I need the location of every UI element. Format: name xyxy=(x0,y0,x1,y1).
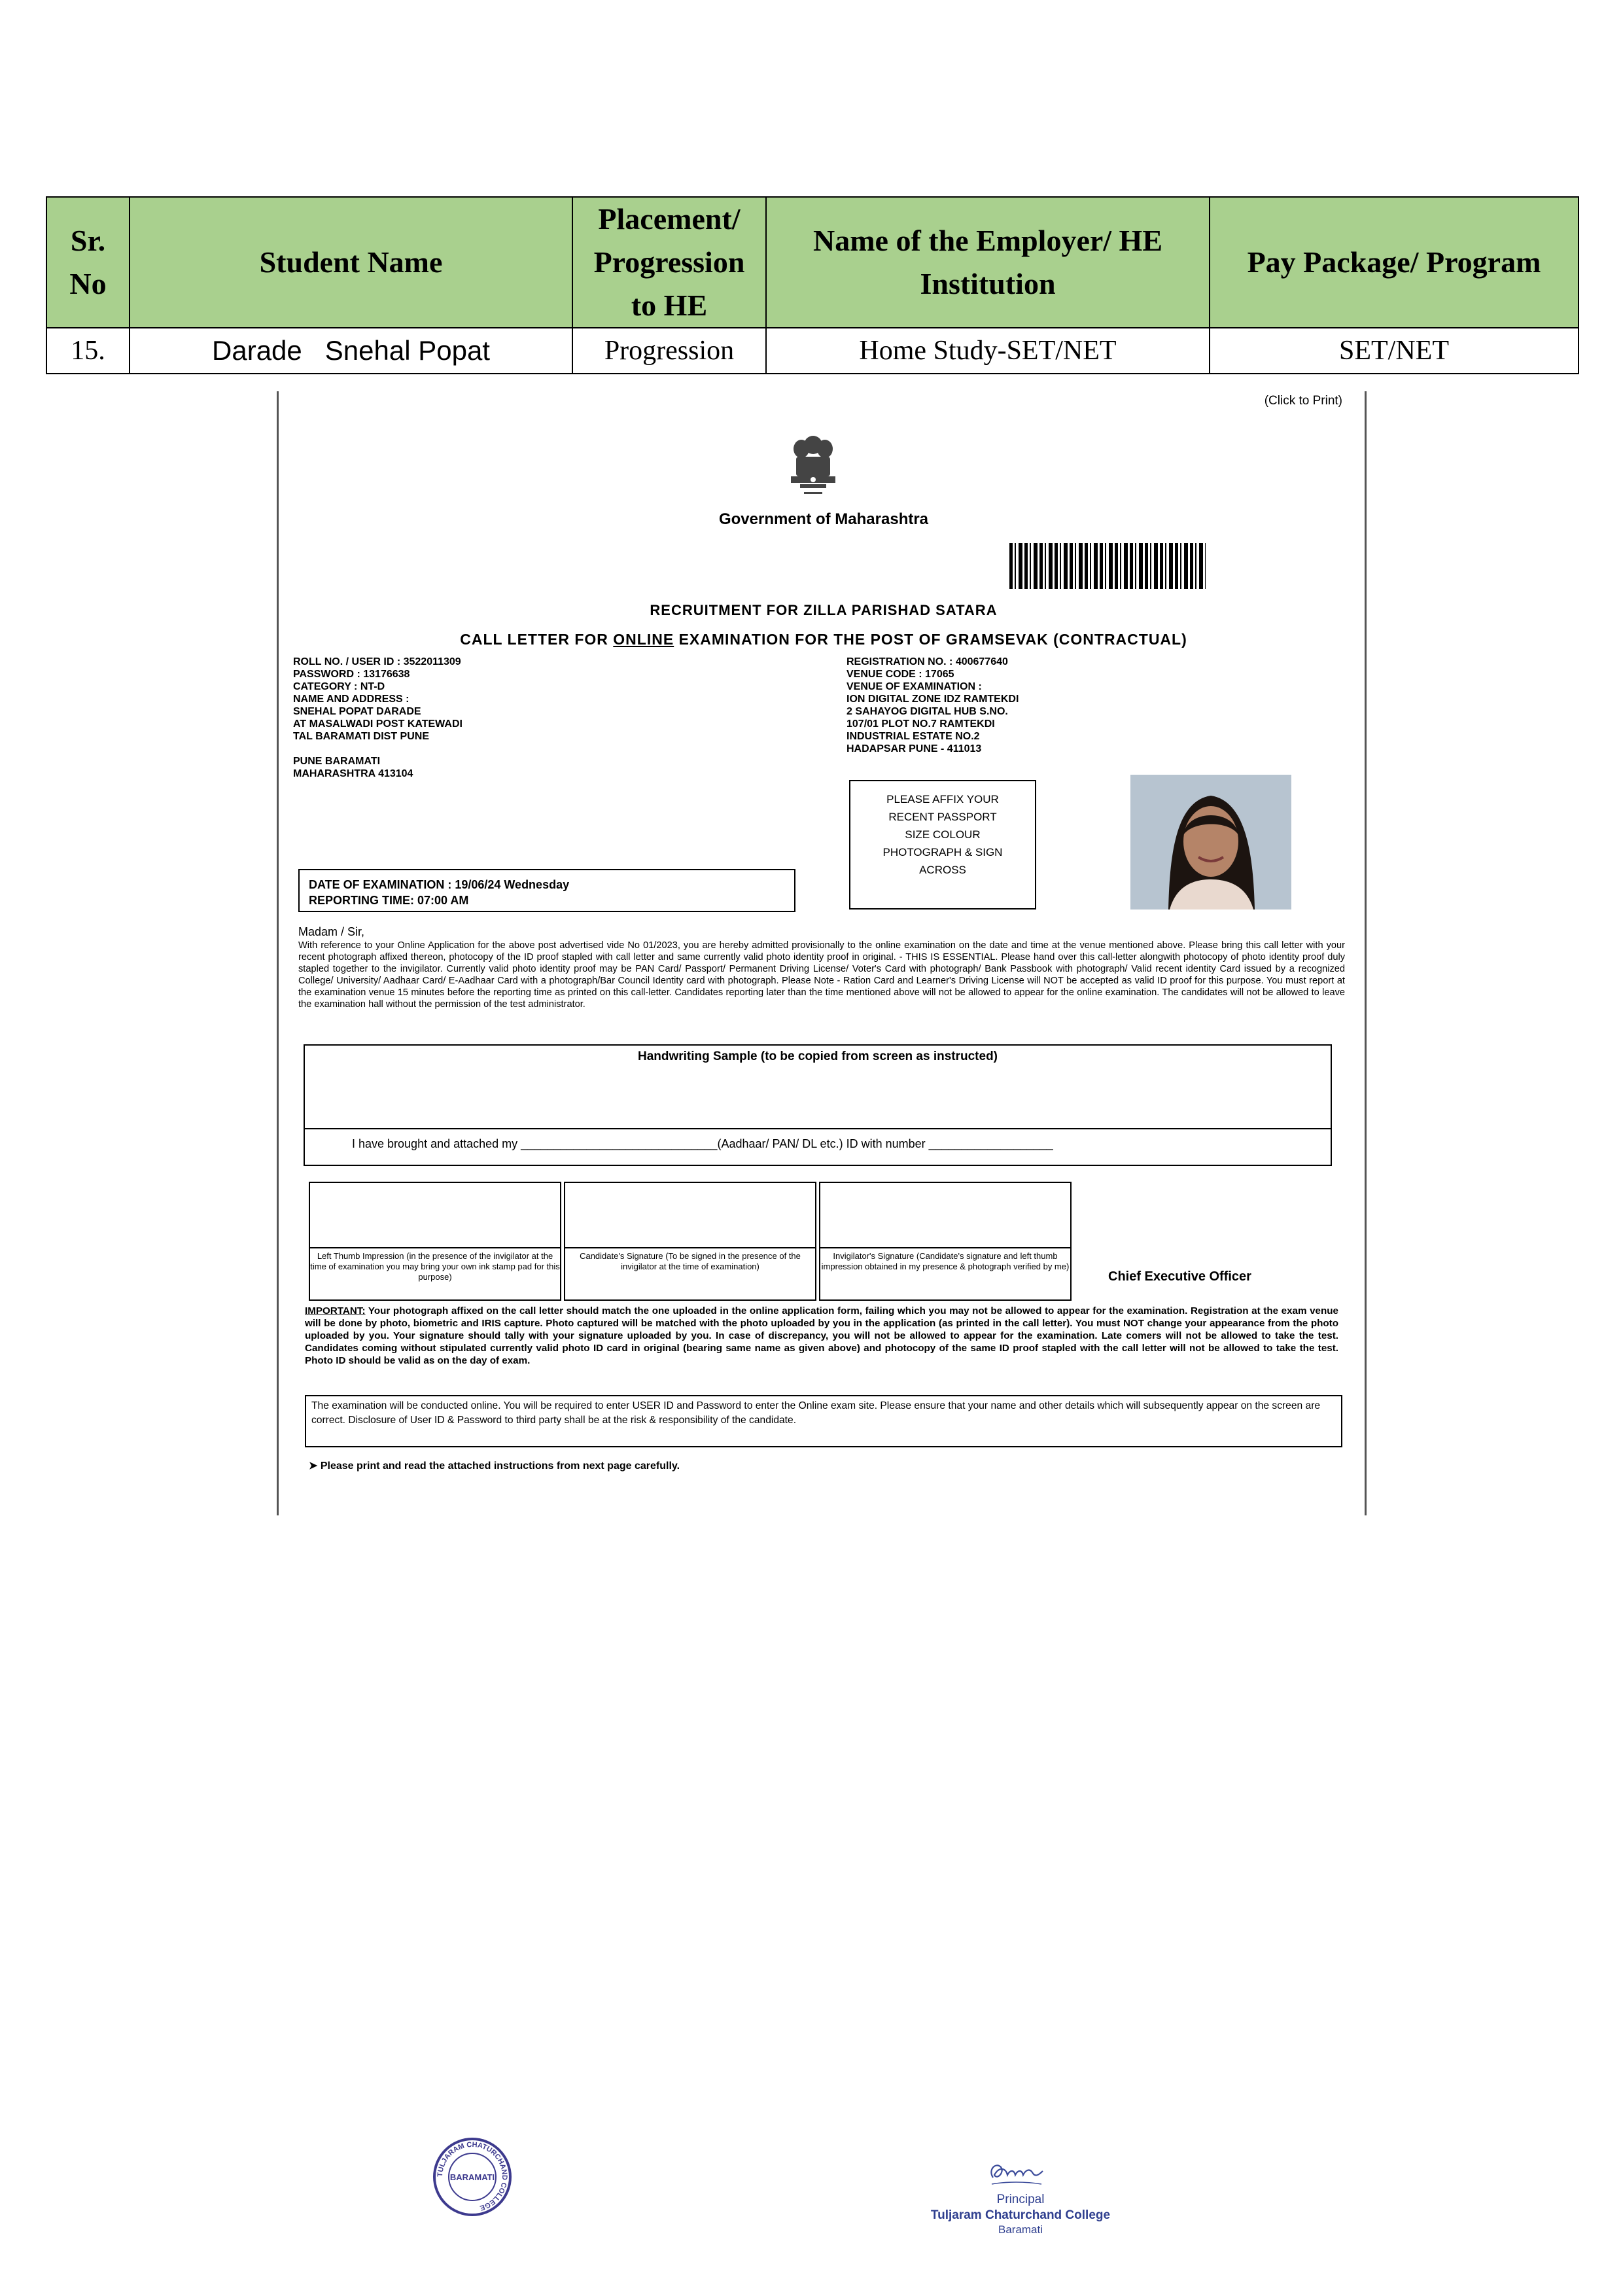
address-line: TAL BARAMATI DIST PUNE xyxy=(293,731,429,742)
candidate-details xyxy=(293,656,462,780)
invigilator-signature-box xyxy=(819,1182,1072,1301)
category: CATEGORY : NT-D xyxy=(293,681,385,692)
call-letter-title xyxy=(279,631,1369,648)
chief-executive-officer: Chief Executive Officer xyxy=(1108,1269,1251,1284)
call-letter-title-online: ONLINE xyxy=(613,631,674,648)
college-name: Tuljaram Chaturchand College xyxy=(930,2208,1111,2222)
address-line: AT MASALWADI POST KATEWADI xyxy=(293,718,462,730)
password: PASSWORD : 13176638 xyxy=(293,669,410,680)
header-pay-package: Pay Package/ Program xyxy=(1210,197,1579,328)
affix-line: RECENT PASSPORT xyxy=(888,811,997,823)
print-instructions-note xyxy=(309,1459,680,1472)
print-note-text: Please print and read the attached instructions from next page carefully. xyxy=(320,1460,680,1472)
principal-signature xyxy=(986,2158,1045,2191)
cell-student-name: Darade Snehal Popat xyxy=(130,328,572,374)
recruitment-title: RECRUITMENT FOR ZILLA PARISHAD SATARA xyxy=(650,602,998,618)
seal-ring-text: TULJARAM CHATURCHAND COLLEGE xyxy=(436,2140,509,2212)
exam-date: DATE OF EXAMINATION : 19/06/24 Wednesday xyxy=(309,878,570,891)
venue-line: 2 SAHAYOG DIGITAL HUB S.NO. xyxy=(846,706,1008,717)
progression-table xyxy=(46,196,1579,374)
cell-sr-no: 15. xyxy=(46,328,130,374)
barcode-icon xyxy=(1009,543,1206,589)
roll-no: ROLL NO. / USER ID : 3522011309 xyxy=(293,656,461,667)
arrow-icon: ➤ xyxy=(309,1460,321,1472)
candidate-signature-box xyxy=(564,1182,816,1301)
call-letter-title-pre: CALL LETTER FOR xyxy=(460,631,614,648)
college-city: Baramati xyxy=(998,2223,1043,2236)
venue-line: HADAPSAR PUNE - 411013 xyxy=(846,743,982,754)
venue-details xyxy=(846,656,1019,755)
registration-no: REGISTRATION NO. : 400677640 xyxy=(846,656,1008,667)
id-declaration: I have brought and attached my ______________________________(Aadhaar/ PAN/ DL etc.) ID with number ___________________ xyxy=(304,1129,1332,1166)
affix-line: SIZE COLOUR xyxy=(905,828,981,841)
address-line: MAHARASHTRA 413104 xyxy=(293,768,413,779)
table-row xyxy=(46,328,1579,374)
header-sr-no: Sr. No xyxy=(46,197,130,328)
exam-date-box xyxy=(298,869,795,912)
affix-line: ACROSS xyxy=(919,864,966,876)
important-label: IMPORTANT: xyxy=(305,1305,366,1316)
affix-line: PHOTOGRAPH & SIGN xyxy=(882,846,1003,858)
header-placement: Placement/ Progression to HE xyxy=(572,197,766,328)
cell-placement: Progression xyxy=(572,328,766,374)
important-text: Your photograph affixed on the call letter should match the one uploaded in the online application form, failing which you may not be allowed to appear for the examination. Registration at the exam venue will be done by photo, biometric and IRIS capture. Photo captured will be matched with the photo uploaded by you in the application (as printed in the call letter). You must NOT change your appearance from the photo uploaded by you. Your signature should tally with your signature uploaded by you. In case of discrepancy, you will not be allowed to appear for the examination. Late comers will not be allowed to take the test. Candidates coming without stipulated currently valid photo ID card in original (bearing same name as given above) and photocopy of the same ID proof stapled with the call letter will not be allowed to take the test. Photo ID should be valid as on the day of exam. xyxy=(305,1305,1338,1366)
call-letter xyxy=(277,391,1367,1515)
header-student-name: Student Name xyxy=(130,197,572,328)
principal-label: Principal xyxy=(996,2193,1045,2206)
address-line: PUNE BARAMATI xyxy=(293,756,381,767)
left-thumb-caption: Left Thumb Impression (in the presence of the invigilator at the time of examination you may bring your own ink stamp pad for this purpose) xyxy=(310,1247,560,1299)
seal-center-text: BARAMATI xyxy=(449,2172,495,2182)
important-notice xyxy=(305,1305,1338,1367)
table-header-row xyxy=(46,197,1579,328)
cell-employer: Home Study-SET/NET xyxy=(766,328,1210,374)
venue-code: VENUE CODE : 17065 xyxy=(846,669,954,680)
reporting-time: REPORTING TIME: 07:00 AM xyxy=(309,894,469,907)
government-title: Government of Maharashtra xyxy=(718,510,929,528)
affix-photo-box xyxy=(849,780,1036,910)
address-line: SNEHAL POPAT DARADE xyxy=(293,706,421,717)
cell-pay-package: SET/NET xyxy=(1210,328,1579,374)
call-letter-title-post: EXAMINATION FOR THE POST OF GRAMSEVAK (CONTRACTUAL) xyxy=(674,631,1187,648)
state-emblem-icon xyxy=(774,427,852,505)
header-employer: Name of the Employer/ HE Institution xyxy=(766,197,1210,328)
venue-line: ION DIGITAL ZONE IDZ RAMTEKDI xyxy=(846,694,1019,705)
affix-line: PLEASE AFFIX YOUR xyxy=(886,793,999,805)
venue-label: VENUE OF EXAMINATION : xyxy=(846,681,982,692)
address-label: NAME AND ADDRESS : xyxy=(293,694,410,705)
venue-line: 107/01 PLOT NO.7 RAMTEKDI xyxy=(846,718,995,730)
candidate-signature-caption: Candidate's Signature (To be signed in the presence of the invigilator at the time of examination) xyxy=(565,1247,815,1299)
handwriting-sample-box: Handwriting Sample (to be copied from screen as instructed) xyxy=(304,1044,1332,1129)
candidate-photo xyxy=(1130,775,1291,910)
instructions-paragraph: With reference to your Online Application for the above post advertised vide No 01/2023, you are hereby admitted provisionally to the online examination on the date and time at the venue mentioned above. Please bring this call letter with your recent photograph affixed thereon, photocopy of the ID proof stapled with call letter and same currently valid photo identity proof in original. - THIS IS ESSENTIAL. Please hand over this call-letter alongwith photocopy of photo identity proof duly stapled together to the invigilator. Currently valid photo identity proof may be PAN Card/ Passport/ Permanent Driving License/ Voter's Card with photograph/ Bank Passbook with photograph/ Valid recent identity Card issued by a recognized College/ University/ Aadhaar Card/ E-Aadhaar Card with a photograph/Bar Council Identity card with photograph. Please Note - Ration Card and Learner's Driving License will NOT be accepted as valid ID proof for this purpose. You must report at the examination venue 15 minutes before the reporting time as printed on this call-letter. Candidates reporting later than the time mentioned above will not be allowed to appear for the online examination. The candidates will not be allowed to leave the examination hall without the permission of the test administrator. xyxy=(298,940,1345,1010)
venue-line: INDUSTRIAL ESTATE NO.2 xyxy=(846,731,980,742)
left-thumb-box xyxy=(309,1182,561,1301)
click-to-print-link[interactable]: (Click to Print) xyxy=(1264,394,1342,408)
online-exam-note: The examination will be conducted online. You will be required to enter USER ID and Password to enter the Online exam site. Please ensure that your name and other details which will subsequently appear on the screen are correct. Disclosure of User ID & Password to third party shall be at the risk & responsibility of the candidate. xyxy=(305,1395,1342,1447)
college-seal xyxy=(432,2136,513,2217)
invigilator-signature-caption: Invigilator's Signature (Candidate's signature and left thumb impression obtained in my presence & photograph verified by me) xyxy=(820,1247,1070,1299)
salutation: Madam / Sir, xyxy=(298,925,365,938)
